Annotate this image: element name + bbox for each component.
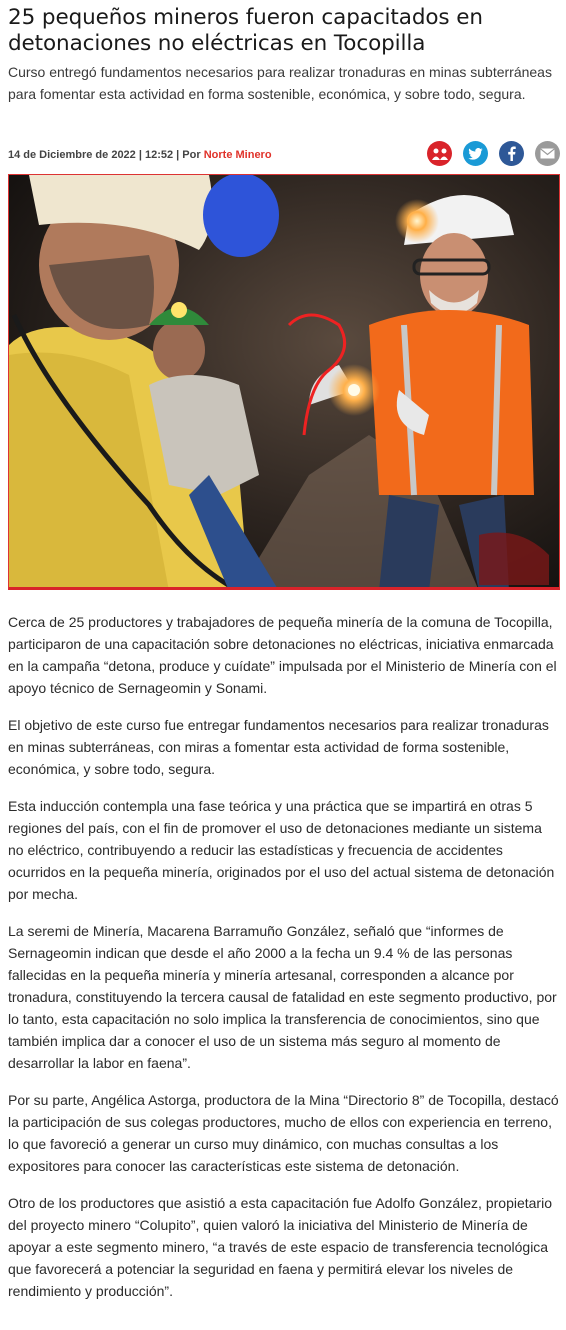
article-body	[8, 611, 560, 1317]
facebook-icon[interactable]	[499, 141, 524, 166]
share-bar	[427, 141, 560, 166]
paragraph: Por su parte, Angélica Astorga, productora de la Mina “Directorio 8” de Tocopilla, destacó la participación de sus colegas productores, mucho de ellos con experiencia en terreno, lo que favoreció a generar un curso muy dinámico, con muchas consultas a los expositores para conocer las características este sistema de detonación.	[8, 1092, 559, 1174]
paragraph: Cerca de 25 productores y trabajadores de pequeña minería de la comuna de Tocopilla, participaron de una capacitación sobre detonaciones no eléctricas, iniciativa enmarcada en la campaña “detona, produce y cuídate” impulsada por el Ministerio de Minería con el apoyo técnico de Sernageomin y Sonami.	[8, 614, 557, 696]
article-title: 25 pequeños mineros fueron capacitados en detonaciones no eléctricas en Tocopilla	[8, 5, 483, 56]
article-meta	[8, 149, 272, 161]
paragraph: La seremi de Minería, Macarena Barramuño González, señaló que “informes de Sernageomin indican que desde el año 2000 a la fecha un 9.4 % de las personas fallecidas en la pequeña minería y minería artesanal, corresponden a alcance por tronadura, constituyendo la tercera causal de fatalidad en este segmento productivo, por lo tanto, esta capacitación no solo implica la transferencia de conocimientos, sino que también implica dar a conocer el uso de un sistema más seguro al momento de desarrollar la labor en faena”.	[8, 923, 557, 1071]
article-date: 14 de Diciembre de 2022 | 12:52 | Por	[8, 149, 201, 161]
twitter-icon[interactable]	[463, 141, 488, 166]
paragraph: El objetivo de este curso fue entregar fundamentos necesarios para realizar tronaduras en minas subterráneas, con miras a fomentar esta actividad de forma sostenible, económica, y sobre todo, segura.	[8, 717, 549, 777]
paragraph: Otro de los productores que asistió a esta capacitación fue Adolfo González, propietario del proyecto minero “Colupito”, quien valoró la iniciativa del Ministerio de Minería de apoyar a este segmento minero, “a través de este espacio de transferencia tecnológica que favorecerá a potenciar la seguridad en faena y permitirá elevar los niveles de rendimiento y producción”.	[8, 1195, 552, 1299]
miners-photo-illustration	[9, 175, 560, 590]
community-share-icon[interactable]	[427, 141, 452, 166]
article-lead: Curso entregó fundamentos necesarios para realizar tronaduras en minas subterráneas para fomentar esta actividad en forma sostenible, económica, y sobre todo, segura.	[8, 64, 552, 102]
author-link[interactable]: Norte Minero	[203, 149, 272, 161]
paragraph: Esta inducción contempla una fase teórica y una práctica que se impartirá en otras 5 regiones del país, con el fin de promover el uso de detonaciones mediante un sistema no eléctrico, contribuyendo a reducir las estadísticas y frecuencia de accidentes ocurridos en la pequeña minería, originados por el uso del actual sistema de detonación por mecha.	[8, 798, 555, 902]
article-photo	[8, 174, 560, 590]
email-icon[interactable]	[535, 141, 560, 166]
